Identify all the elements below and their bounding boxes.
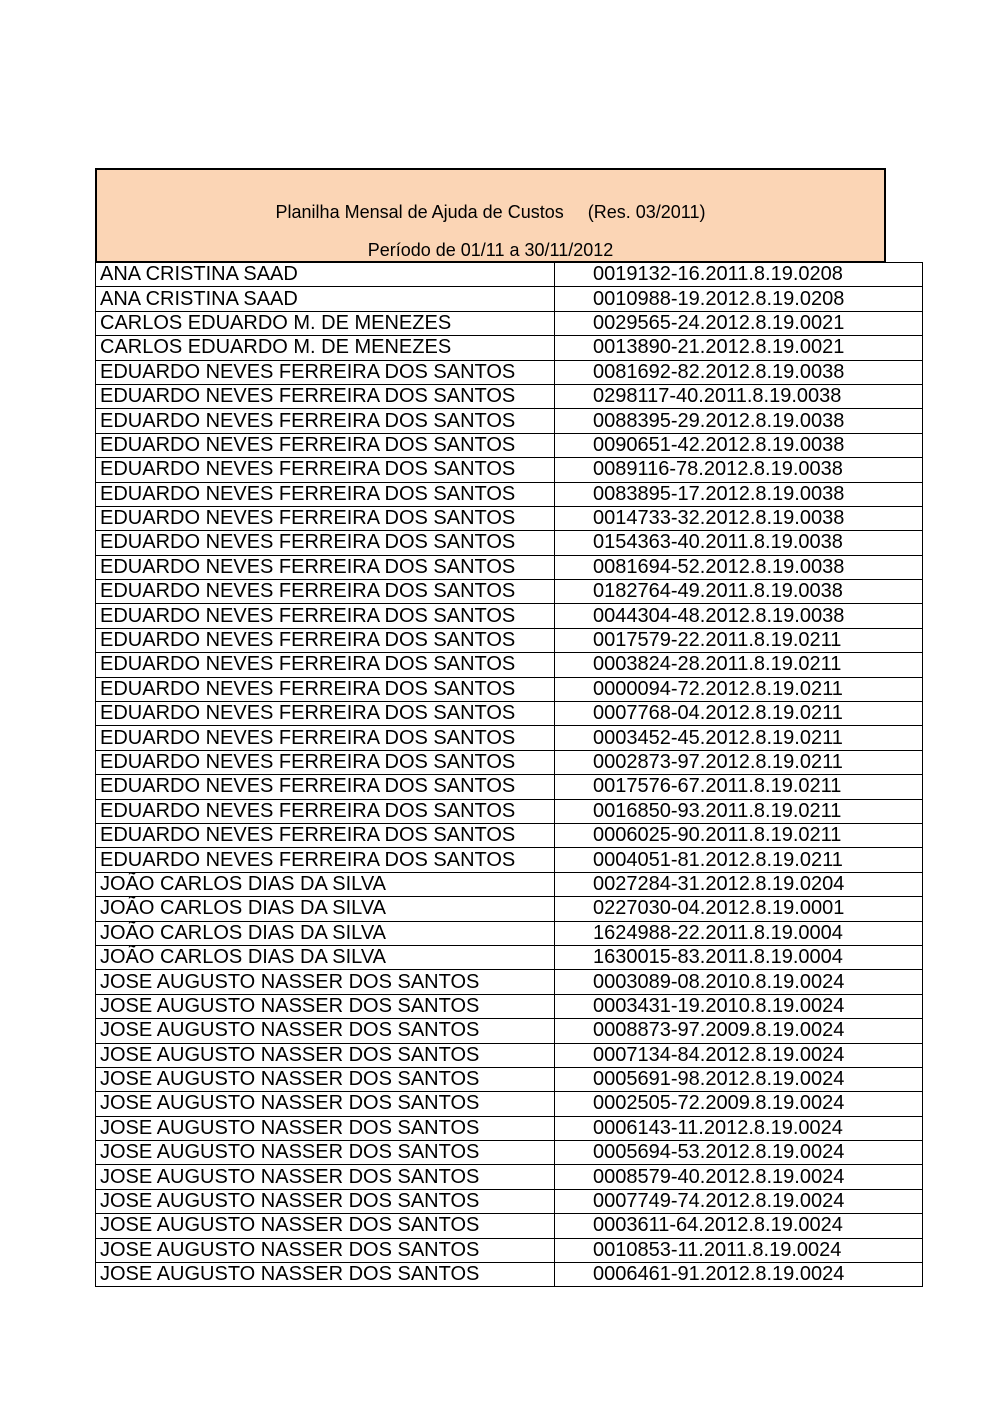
name-cell: CARLOS EDUARDO M. DE MENEZES	[96, 336, 555, 360]
table-row	[96, 482, 923, 506]
table-row	[96, 287, 923, 311]
name-cell: EDUARDO NEVES FERREIRA DOS SANTOS	[96, 531, 555, 555]
name-cell: JOSE AUGUSTO NASSER DOS SANTOS	[96, 1263, 555, 1287]
sheet-title	[97, 202, 884, 223]
process-number-cell: 0004051-81.2012.8.19.0211	[555, 848, 923, 872]
process-number-cell: 0008873-97.2009.8.19.0024	[555, 1019, 923, 1043]
process-number-cell: 1624988-22.2011.8.19.0004	[555, 921, 923, 945]
process-number-cell: 0007768-04.2012.8.19.0211	[555, 702, 923, 726]
process-number-cell: 0006461-91.2012.8.19.0024	[555, 1263, 923, 1287]
name-cell: EDUARDO NEVES FERREIRA DOS SANTOS	[96, 823, 555, 847]
process-number-cell: 0007134-84.2012.8.19.0024	[555, 1043, 923, 1067]
name-cell: EDUARDO NEVES FERREIRA DOS SANTOS	[96, 775, 555, 799]
resolution-text: (Res. 03/2011)	[587, 202, 706, 222]
table-row	[96, 1043, 923, 1067]
process-number-cell: 0003431-19.2010.8.19.0024	[555, 994, 923, 1018]
table-row	[96, 775, 923, 799]
name-cell: JOSE AUGUSTO NASSER DOS SANTOS	[96, 1214, 555, 1238]
table-row	[96, 360, 923, 384]
process-number-cell: 0088395-29.2012.8.19.0038	[555, 409, 923, 433]
name-cell: EDUARDO NEVES FERREIRA DOS SANTOS	[96, 555, 555, 579]
name-cell: EDUARDO NEVES FERREIRA DOS SANTOS	[96, 653, 555, 677]
name-cell: CARLOS EDUARDO M. DE MENEZES	[96, 311, 555, 335]
table-row	[96, 1019, 923, 1043]
process-number-cell: 0003089-08.2010.8.19.0024	[555, 970, 923, 994]
process-number-cell: 0002505-72.2009.8.19.0024	[555, 1092, 923, 1116]
process-number-cell: 0029565-24.2012.8.19.0021	[555, 311, 923, 335]
table-row	[96, 1214, 923, 1238]
name-cell: JOSE AUGUSTO NASSER DOS SANTOS	[96, 1067, 555, 1091]
process-number-cell: 0016850-93.2011.8.19.0211	[555, 799, 923, 823]
name-cell: EDUARDO NEVES FERREIRA DOS SANTOS	[96, 482, 555, 506]
table-row	[96, 799, 923, 823]
name-cell: ANA CRISTINA SAAD	[96, 263, 555, 287]
process-number-cell: 0090651-42.2012.8.19.0038	[555, 433, 923, 457]
name-cell: JOÃO CARLOS DIAS DA SILVA	[96, 921, 555, 945]
table-row	[96, 506, 923, 530]
table-row	[96, 677, 923, 701]
table-row	[96, 580, 923, 604]
process-number-cell: 0003452-45.2012.8.19.0211	[555, 726, 923, 750]
name-cell: JOSE AUGUSTO NASSER DOS SANTOS	[96, 1043, 555, 1067]
name-cell: EDUARDO NEVES FERREIRA DOS SANTOS	[96, 458, 555, 482]
name-cell: EDUARDO NEVES FERREIRA DOS SANTOS	[96, 628, 555, 652]
name-cell: EDUARDO NEVES FERREIRA DOS SANTOS	[96, 848, 555, 872]
name-cell: JOÃO CARLOS DIAS DA SILVA	[96, 945, 555, 969]
table-row	[96, 897, 923, 921]
process-number-cell: 0083895-17.2012.8.19.0038	[555, 482, 923, 506]
process-number-cell: 0013890-21.2012.8.19.0021	[555, 336, 923, 360]
table-row	[96, 311, 923, 335]
process-number-cell: 1630015-83.2011.8.19.0004	[555, 945, 923, 969]
table-row	[96, 263, 923, 287]
sheet-header	[95, 168, 886, 262]
process-number-cell: 0008579-40.2012.8.19.0024	[555, 1165, 923, 1189]
process-number-cell: 0003824-28.2011.8.19.0211	[555, 653, 923, 677]
table-row	[96, 1092, 923, 1116]
table-row	[96, 823, 923, 847]
table-row	[96, 1067, 923, 1091]
name-cell: JOSE AUGUSTO NASSER DOS SANTOS	[96, 970, 555, 994]
name-cell: JOSE AUGUSTO NASSER DOS SANTOS	[96, 994, 555, 1018]
name-cell: JOÃO CARLOS DIAS DA SILVA	[96, 872, 555, 896]
table-row	[96, 970, 923, 994]
table-row	[96, 945, 923, 969]
process-number-cell: 0081694-52.2012.8.19.0038	[555, 555, 923, 579]
name-cell: EDUARDO NEVES FERREIRA DOS SANTOS	[96, 409, 555, 433]
name-cell: EDUARDO NEVES FERREIRA DOS SANTOS	[96, 750, 555, 774]
process-number-cell: 0007749-74.2012.8.19.0024	[555, 1189, 923, 1213]
table-row	[96, 409, 923, 433]
table-row	[96, 1141, 923, 1165]
table-row	[96, 384, 923, 408]
process-number-cell: 0010853-11.2011.8.19.0024	[555, 1238, 923, 1262]
table-row	[96, 433, 923, 457]
table-row	[96, 1189, 923, 1213]
process-number-cell: 0005691-98.2012.8.19.0024	[555, 1067, 923, 1091]
data-table	[95, 262, 923, 1287]
name-cell: JOSE AUGUSTO NASSER DOS SANTOS	[96, 1141, 555, 1165]
table-row	[96, 994, 923, 1018]
name-cell: EDUARDO NEVES FERREIRA DOS SANTOS	[96, 726, 555, 750]
table-row	[96, 750, 923, 774]
name-cell: EDUARDO NEVES FERREIRA DOS SANTOS	[96, 433, 555, 457]
process-number-cell: 0154363-40.2011.8.19.0038	[555, 531, 923, 555]
process-number-cell: 0002873-97.2012.8.19.0211	[555, 750, 923, 774]
table-row	[96, 653, 923, 677]
process-number-cell: 0017579-22.2011.8.19.0211	[555, 628, 923, 652]
process-number-cell: 0005694-53.2012.8.19.0024	[555, 1141, 923, 1165]
table-row	[96, 1263, 923, 1287]
table-row	[96, 458, 923, 482]
table-row	[96, 628, 923, 652]
table-row	[96, 604, 923, 628]
process-number-cell: 0298117-40.2011.8.19.0038	[555, 384, 923, 408]
name-cell: EDUARDO NEVES FERREIRA DOS SANTOS	[96, 604, 555, 628]
name-cell: JOÃO CARLOS DIAS DA SILVA	[96, 897, 555, 921]
spreadsheet	[95, 168, 886, 1287]
process-number-cell: 0081692-82.2012.8.19.0038	[555, 360, 923, 384]
name-cell: JOSE AUGUSTO NASSER DOS SANTOS	[96, 1092, 555, 1116]
process-number-cell: 0010988-19.2012.8.19.0208	[555, 287, 923, 311]
process-number-cell: 0003611-64.2012.8.19.0024	[555, 1214, 923, 1238]
title-text: Planilha Mensal de Ajuda de Custos	[275, 202, 564, 222]
name-cell: JOSE AUGUSTO NASSER DOS SANTOS	[96, 1238, 555, 1262]
process-number-cell: 0089116-78.2012.8.19.0038	[555, 458, 923, 482]
table-row	[96, 921, 923, 945]
name-cell: EDUARDO NEVES FERREIRA DOS SANTOS	[96, 702, 555, 726]
process-number-cell: 0014733-32.2012.8.19.0038	[555, 506, 923, 530]
process-number-cell: 0182764-49.2011.8.19.0038	[555, 580, 923, 604]
process-number-cell: 0027284-31.2012.8.19.0204	[555, 872, 923, 896]
name-cell: EDUARDO NEVES FERREIRA DOS SANTOS	[96, 360, 555, 384]
process-number-cell: 0227030-04.2012.8.19.0001	[555, 897, 923, 921]
table-row	[96, 872, 923, 896]
name-cell: JOSE AUGUSTO NASSER DOS SANTOS	[96, 1189, 555, 1213]
name-cell: JOSE AUGUSTO NASSER DOS SANTOS	[96, 1116, 555, 1140]
process-number-cell: 0006143-11.2012.8.19.0024	[555, 1116, 923, 1140]
table-row	[96, 726, 923, 750]
name-cell: EDUARDO NEVES FERREIRA DOS SANTOS	[96, 677, 555, 701]
name-cell: ANA CRISTINA SAAD	[96, 287, 555, 311]
table-row	[96, 702, 923, 726]
process-number-cell: 0006025-90.2011.8.19.0211	[555, 823, 923, 847]
table-row	[96, 1165, 923, 1189]
name-cell: EDUARDO NEVES FERREIRA DOS SANTOS	[96, 799, 555, 823]
table-row	[96, 555, 923, 579]
table-row	[96, 531, 923, 555]
process-number-cell: 0017576-67.2011.8.19.0211	[555, 775, 923, 799]
name-cell: JOSE AUGUSTO NASSER DOS SANTOS	[96, 1019, 555, 1043]
name-cell: JOSE AUGUSTO NASSER DOS SANTOS	[96, 1165, 555, 1189]
table-row	[96, 336, 923, 360]
name-cell: EDUARDO NEVES FERREIRA DOS SANTOS	[96, 506, 555, 530]
period-text: Período de 01/11 a 30/11/2012	[367, 240, 614, 260]
process-number-cell: 0044304-48.2012.8.19.0038	[555, 604, 923, 628]
process-number-cell: 0000094-72.2012.8.19.0211	[555, 677, 923, 701]
table-body	[96, 263, 923, 1287]
table-row	[96, 1116, 923, 1140]
table-row	[96, 848, 923, 872]
table-row	[96, 1238, 923, 1262]
name-cell: EDUARDO NEVES FERREIRA DOS SANTOS	[96, 580, 555, 604]
name-cell: EDUARDO NEVES FERREIRA DOS SANTOS	[96, 384, 555, 408]
process-number-cell: 0019132-16.2011.8.19.0208	[555, 263, 923, 287]
